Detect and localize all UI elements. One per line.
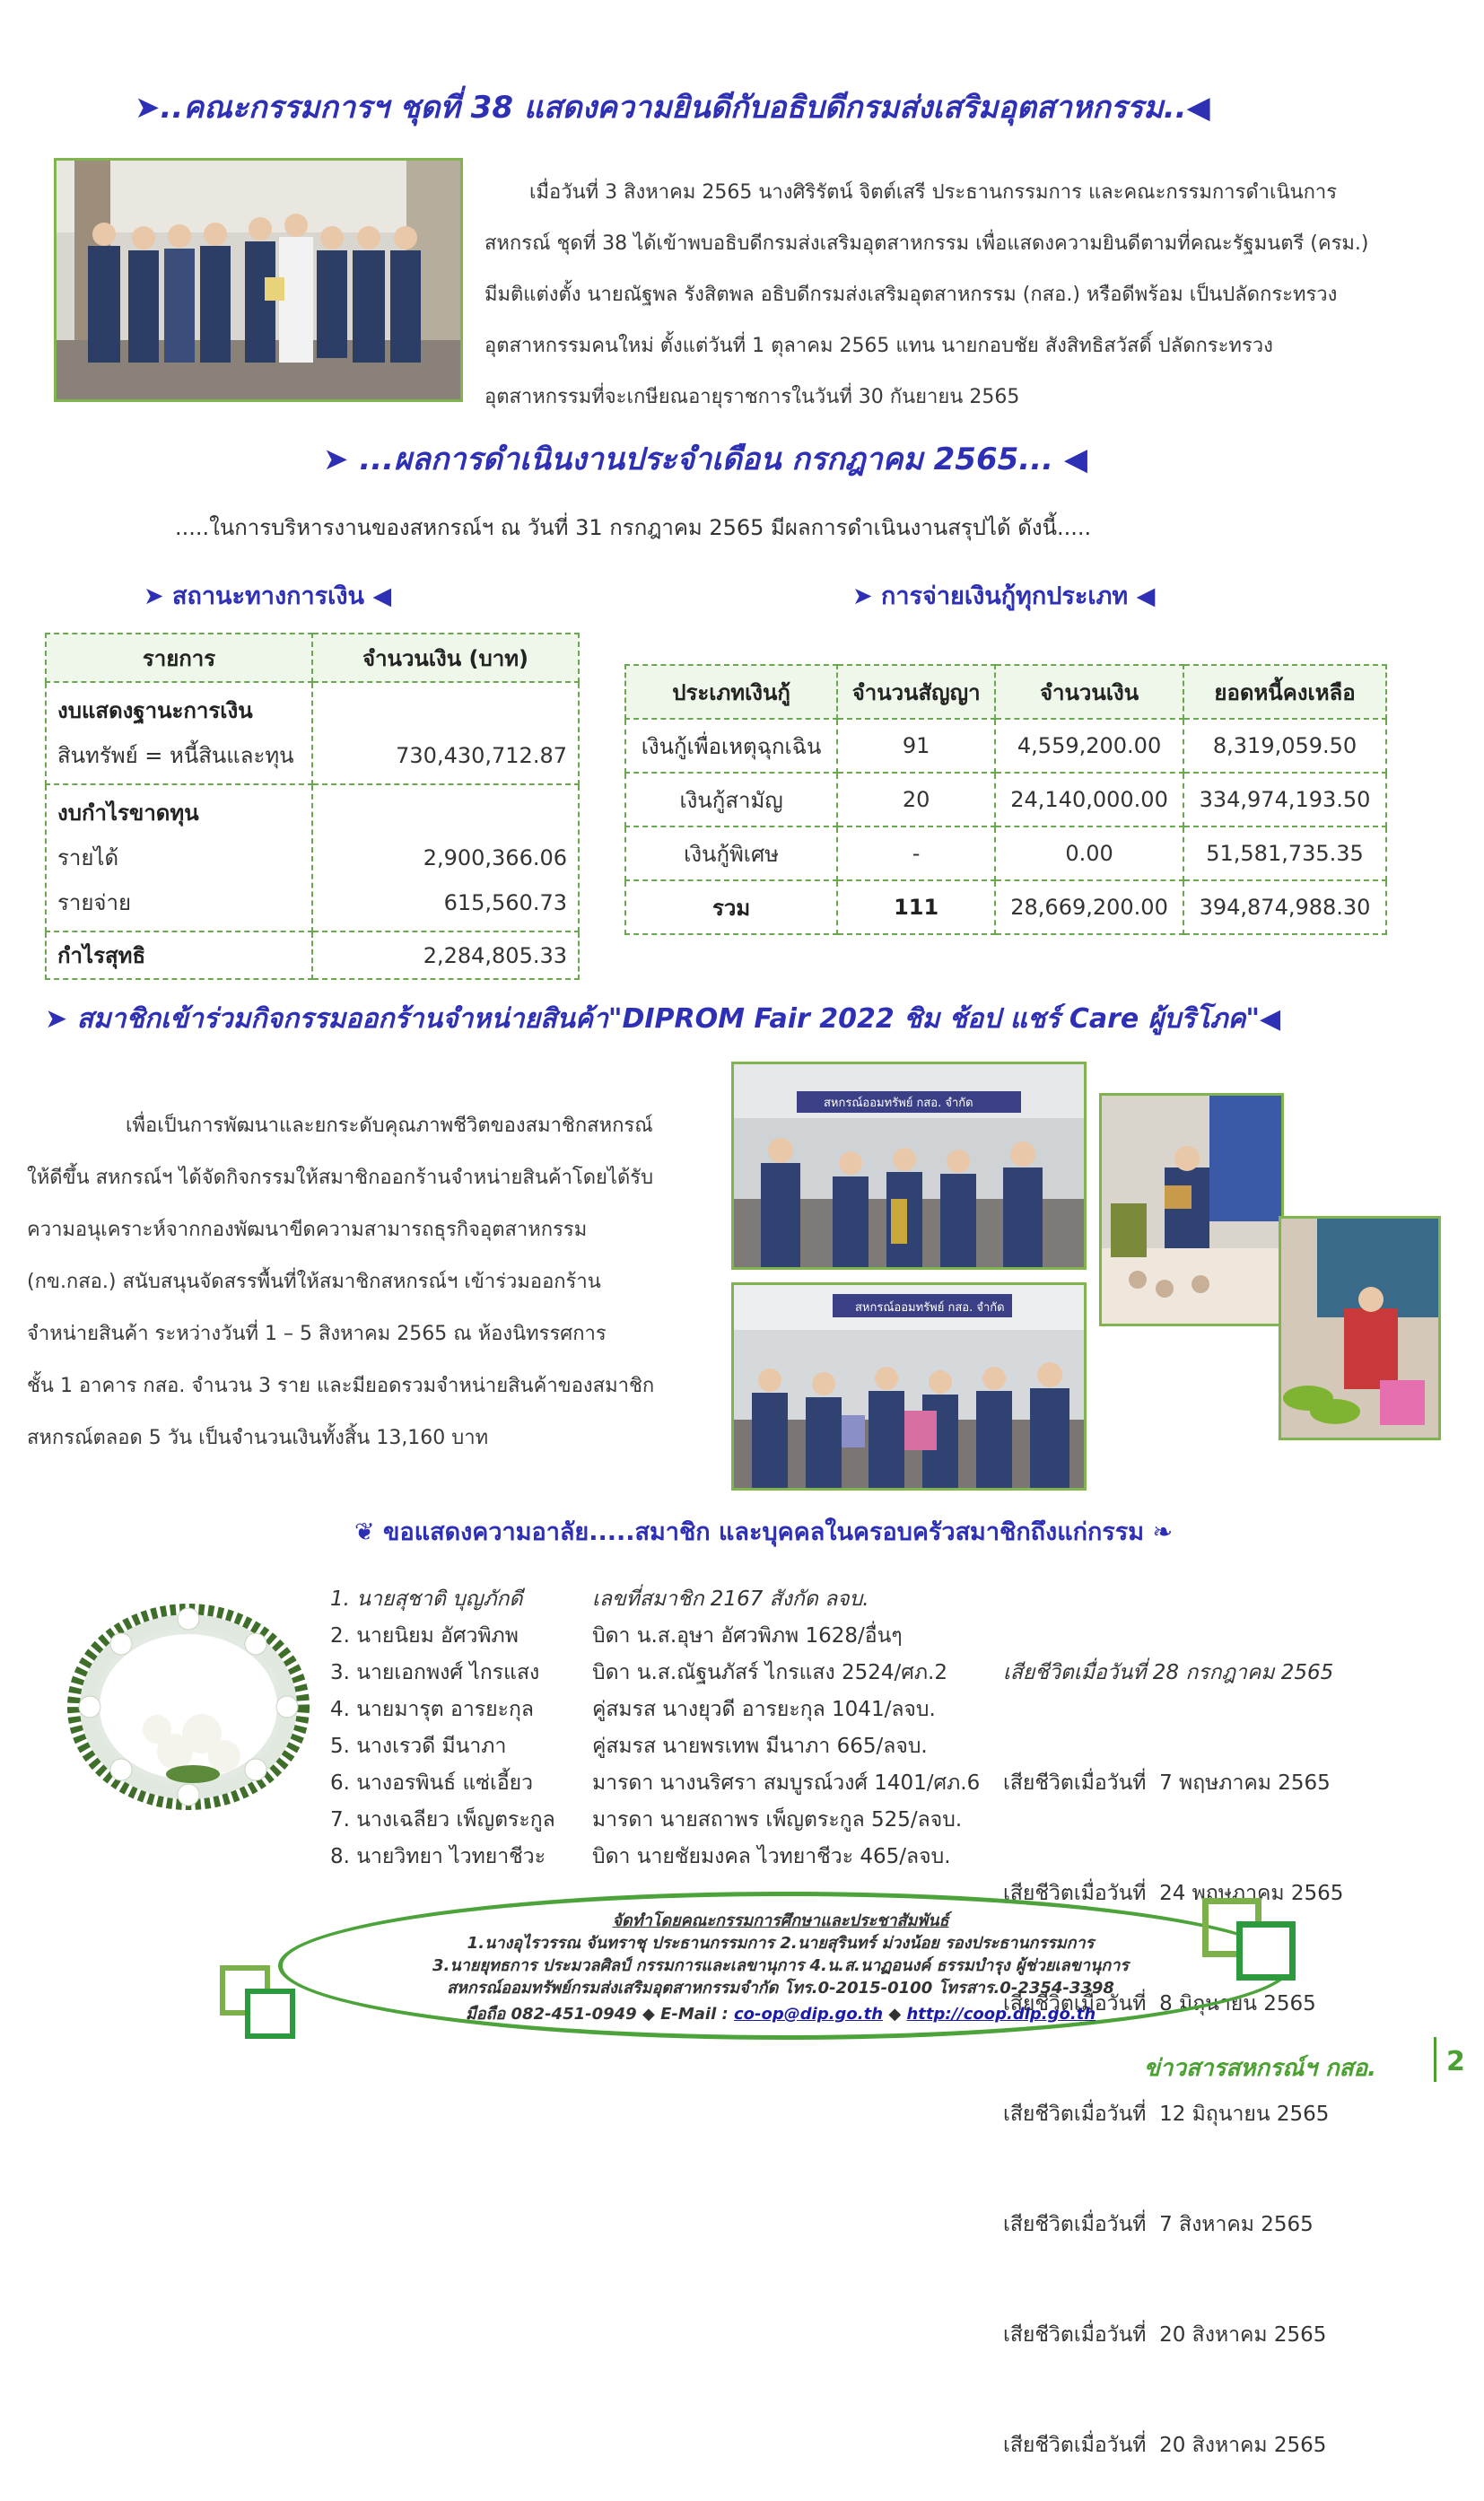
relation-item: บิดา น.ส.ณัฐนภัสร์ ไกรแสง 2524/ศภ.2 (592, 1661, 947, 1684)
name-item: 2. นายนิยม อัศวพิภพ (330, 1624, 519, 1648)
table-total-row (625, 880, 1386, 934)
loans-title (852, 576, 1155, 615)
section3-body (27, 1100, 718, 1465)
table-row (46, 784, 579, 931)
arrow-left-icon: ◀ (364, 582, 392, 610)
fair-photo-4 (1279, 1216, 1441, 1440)
net-value: 2,284,805.33 (312, 931, 579, 979)
booth-sign: สหกรณ์ออมทรัพย์ กสอ. จำกัด (824, 1097, 973, 1110)
name-item: 3. นายเอกพงศ์ ไกรแสง (330, 1661, 540, 1684)
assets-value: 730,430,712.87 (396, 743, 567, 768)
date-item: เสียชีวิตเมื่อวันที่ 7 พฤษภาคม 2565 (1003, 1771, 1331, 1795)
section3-heading (45, 998, 1280, 1040)
total-balance: 394,874,988.30 (1183, 880, 1386, 934)
section1-line: อุตสาหกรรมคนใหม่ ตั้งแต่วันที่ 1 ตุลาคม 2565 แทน นายกอบชัย สังสิทธิสวัสดิ์ ปลัดกระทรวง (484, 335, 1273, 357)
date-item: เสียชีวิตเมื่อวันที่ 8 มิถุนายน 2565 (1003, 1992, 1316, 2016)
section1-line: มีมติแต่งตั้ง นายณัฐพล รังสิตพล อธิบดีกรมส่งเสริมอุตสาหกรรม (กสอ.) หรือดีพร้อม เป็นปลัดกระทรวง (484, 284, 1338, 306)
relation-item: คู่สมรส นางยุวดี อารยะกุล 1041/ลจบ. (592, 1698, 936, 1721)
email-link[interactable]: co-op@dip.go.th (734, 2005, 884, 2024)
net-label: กำไรสุทธิ (46, 931, 312, 979)
footer-line3: 3.นายยุทธการ ประมวลศิลป์ กรรมการและเลขานุการ 4.น.ส.นาฏอนงค์ ธรรมบำรุง ผู้ช่วยเลขานุการ (432, 1956, 1129, 1975)
total-count: 111 (837, 880, 995, 934)
relation-item: บิดา น.ส.อุษา อัศวพิภพ 1628/อื่นๆ (592, 1624, 903, 1648)
section3-line: ชั้น 1 อาคาร กสอ. จำนวน 3 ราย และมียอดรวมจำหน่ายสินค้าของสมาชิก (27, 1375, 655, 1397)
section1-line: เมื่อวันที่ 3 สิงหาคม 2565 นางศิริรัตน์ จิตต์เสรี ประธานกรรมการ และคณะกรรมการดำเนินการ (529, 181, 1338, 204)
relation-item: เลขที่สมาชิก 2167 สังกัด ลจบ. (592, 1587, 869, 1611)
loan-count: 20 (837, 773, 995, 826)
newsletter-title: ข่าวสารสหกรณ์ฯ กสอ. (1144, 2055, 1376, 2082)
section3-heading-text: สมาชิกเข้าร่วมกิจกรรมออกร้านจำหน่ายสินค้า"DIPROM Fair 2022 ชิม ช้อป แชร์ Care ผู้บริโภค" (76, 1003, 1261, 1035)
fair-photo-1 (731, 1062, 1087, 1270)
footer-line2: 1.นางอุไรวรรณ จันทราชุ ประธานกรรมการ 2.นายสุรินทร์ ม่วงน้อย รองประธานกรรมการ (467, 1934, 1095, 1953)
section1-line: อุตสาหกรรมที่จะเกษียณอายุราชการในวันที่ 30 กันยายน 2565 (484, 386, 1020, 408)
loan-header: ประเภทเงินกู้ (625, 665, 837, 719)
finance-title-text: สถานะทางการเงิน (172, 582, 365, 610)
finance-title (144, 576, 391, 615)
table-row (625, 719, 1386, 773)
deceased-relations (592, 1581, 987, 1876)
fair-photo-3-illustration (1102, 1096, 1281, 1324)
loan-balance: 51,581,735.35 (1183, 826, 1386, 880)
section4-heading (354, 1512, 1173, 1551)
fair-photo-3 (1099, 1093, 1284, 1326)
mobile: มือถือ 082-451-0949 (465, 2005, 637, 2024)
table-row (46, 931, 579, 979)
booth-sign-2: สหกรณ์ออมทรัพย์ กสอ. จำกัด (855, 1301, 1005, 1315)
group-photo-illustration (57, 161, 460, 399)
footer-info (296, 1910, 1265, 2025)
table-row (46, 682, 579, 784)
arrow-left-icon: ◀ (1260, 1003, 1281, 1035)
loan-type: เงินกู้เพื่อเหตุฉุกเฉิน (625, 719, 837, 773)
income-label: รายได้ (57, 845, 119, 870)
expense-value: 615,560.73 (443, 890, 567, 915)
date-item: เสียชีวิตเมื่อวันที่ 20 สิงหาคม 2565 (1003, 2434, 1327, 2457)
group-photo (54, 158, 463, 402)
table-header-row (625, 665, 1386, 719)
loan-balance: 8,319,059.50 (1183, 719, 1386, 773)
date-item: เสียชีวิตเมื่อวันที่ 24 พฤษภาคม 2565 (1003, 1882, 1344, 1905)
section2-intro: .....ในการบริหารงานของสหกรณ์ฯ ณ วันที่ 31 กรกฎาคม 2565 มีผลการดำเนินงานสรุปได้ ดังนี้..... (175, 515, 1092, 540)
table-header-row (46, 634, 579, 682)
pl-values-cell (312, 784, 579, 931)
pl-cell (46, 784, 312, 931)
section1-body (484, 167, 1445, 423)
loan-header: ยอดหนี้คงเหลือ (1183, 665, 1386, 719)
section2-heading-text: ...ผลการดำเนินงานประจำเดือน กรกฎาคม 2565... (359, 442, 1054, 477)
loan-balance: 334,974,193.50 (1183, 773, 1386, 826)
section4-heading-text: ขอแสดงความอาลัย.....สมาชิก และบุคคลในครอบครัวสมาชิกถึงแก่กรรม (383, 1518, 1145, 1546)
section1-heading (135, 83, 1210, 131)
loan-type: เงินกู้พิเศษ (625, 826, 837, 880)
section3-line: ความอนุเคราะห์จากกองพัฒนาขีดความสามารถธุรกิจอุตสาหกรรม (27, 1219, 588, 1241)
page-number: 2 (1446, 2046, 1465, 2077)
page-divider (1434, 2037, 1436, 2082)
arrow-left-icon: ◀ (1053, 442, 1088, 477)
relation-item: บิดา นายชัยมงคล ไวทยาชีวะ 465/ลจบ. (592, 1845, 951, 1868)
footer-contact (296, 2003, 1265, 2025)
loans-title-text: การจ่ายเงินกู้ทุกประเภท (881, 582, 1129, 610)
diamond-icon: ◆ (642, 2005, 655, 2024)
col-amount: จำนวนเงิน (บาท) (312, 634, 579, 682)
date-item: เสียชีวิตเมื่อวันที่ 20 สิงหาคม 2565 (1003, 2323, 1327, 2347)
table-row (625, 826, 1386, 880)
col-item: รายการ (46, 634, 312, 682)
loan-amount: 4,559,200.00 (995, 719, 1183, 773)
name-item: 8. นายวิทยา ไวทยาชีวะ (330, 1845, 546, 1868)
arrow-right-icon: ➤ (45, 1003, 77, 1035)
wreath-icon (67, 1599, 310, 1815)
name-item: 6. นางอรพินธ์ แซ่เอี้ยว (330, 1771, 534, 1795)
section3-line: สหกรณ์ตลอด 5 วัน เป็นจำนวนเงินทั้งสิ้น 13,160 บาท (27, 1427, 489, 1449)
fair-photo-4-illustration (1281, 1219, 1438, 1438)
name-item: 5. นางเรวดี มีนาภา (330, 1735, 507, 1758)
arrow-left-icon: ◀ (1186, 90, 1210, 126)
ornament-right-icon: ❧ (1144, 1518, 1174, 1546)
relation-item: มารดา นายสถาพร เพ็ญตระกูล 525/ลจบ. (592, 1808, 963, 1832)
section3-line: ให้ดีขึ้น สหกรณ์ฯ ได้จัดกิจกรรมให้สมาชิกออกร้านจำหน่ายสินค้าโดยได้รับ (27, 1167, 654, 1189)
name-item: 7. นางเฉลียว เพ็ญตระกูล (330, 1808, 555, 1832)
loan-type: เงินกู้สามัญ (625, 773, 837, 826)
loan-amount: 24,140,000.00 (995, 773, 1183, 826)
fair-photo-2 (731, 1282, 1087, 1491)
total-amount: 28,669,200.00 (995, 880, 1183, 934)
section3-line: เพื่อเป็นการพัฒนาและยกระดับคุณภาพชีวิตของสมาชิกสหกรณ์ (126, 1115, 653, 1137)
email-label: E-Mail : (660, 2005, 729, 2024)
loan-count: 91 (837, 719, 995, 773)
arrow-left-icon: ◀ (1128, 582, 1156, 610)
arrow-right-icon: ➤ (323, 442, 360, 477)
footer-line1: จัดทำโดยคณะกรรมการศึกษาและประชาสัมพันธ์ (612, 1911, 949, 1930)
expense-label: รายจ่าย (57, 890, 132, 915)
loan-count: - (837, 826, 995, 880)
finance-table (45, 633, 580, 980)
loans-table (624, 664, 1387, 935)
website-link[interactable]: http://coop.dip.go.th (906, 2005, 1096, 2024)
name-item: 4. นายมารุต อารยะกุล (330, 1698, 534, 1721)
arrow-right-icon: ➤ (135, 90, 161, 126)
section1-line: สหกรณ์ ชุดที่ 38 ได้เข้าพบอธิบดีกรมส่งเสริมอุตสาหกรรม เพื่อแสดงความยินดีตามที่คณะรัฐมนตรี (ครม.) (484, 232, 1369, 255)
section1-heading-text: ..คณะกรรมการฯ ชุดที่ 38 แสดงความยินดีกับอธิบดีกรมส่งเสริมอุตสาหกรรม.. (160, 90, 1187, 126)
loan-header: จำนวนเงิน (995, 665, 1183, 719)
relation-item: มารดา นางนริศรา สมบูรณ์วงศ์ 1401/ศภ.6 (592, 1771, 981, 1795)
arrow-right-icon: ➤ (852, 582, 882, 610)
ornament-left-icon: ❦ (354, 1518, 384, 1546)
assets-label: สินทรัพย์ = หนี้สินและทุน (57, 743, 294, 768)
loan-amount: 0.00 (995, 826, 1183, 880)
death-dates (1003, 1581, 1452, 2501)
section3-line: จำหน่ายสินค้า ระหว่างวันที่ 1 – 5 สิงหาคม 2565 ณ ห้องนิทรรศการ (27, 1323, 607, 1345)
pl-title: งบกำไรขาดทุน (57, 800, 199, 826)
date-item: เสียชีวิตเมื่อวันที่ 7 สิงหาคม 2565 (1003, 2213, 1314, 2236)
footer-line4: สหกรณ์ออมทรัพย์กรมส่งเสริมอุตสาหกรรมจำกัด โทร.0-2015-0100 โทรสาร.0-2354-3398 (447, 1979, 1114, 1998)
table-row (625, 773, 1386, 826)
funeral-wreath (67, 1599, 310, 1815)
section3-line: (กข.กสอ.) สนับสนุนจัดสรรพื้นที่ให้สมาชิกสหกรณ์ฯ เข้าร่วมออกร้าน (27, 1271, 601, 1293)
section2-heading (323, 434, 1087, 483)
deceased-names (330, 1581, 581, 1876)
assets-value-cell (312, 682, 579, 784)
name-item: 1. นายสุชาติ บุญภักดี (330, 1587, 523, 1611)
diamond-icon: ◆ (888, 2005, 902, 2024)
relation-item: คู่สมรส นายพรเทพ มีนาภา 665/ลจบ. (592, 1735, 928, 1758)
balance-cell (46, 682, 312, 784)
date-item: เสียชีวิตเมื่อวันที่ 12 มิถุนายน 2565 (1003, 2103, 1330, 2126)
balance-title: งบแสดงฐานะการเงิน (57, 698, 253, 723)
arrow-right-icon: ➤ (144, 582, 173, 610)
loan-header: จำนวนสัญญา (837, 665, 995, 719)
income-value: 2,900,366.06 (423, 845, 567, 870)
date-item: เสียชีวิตเมื่อวันที่ 28 กรกฎาคม 2565 (1003, 1661, 1334, 1684)
total-label: รวม (625, 880, 837, 934)
